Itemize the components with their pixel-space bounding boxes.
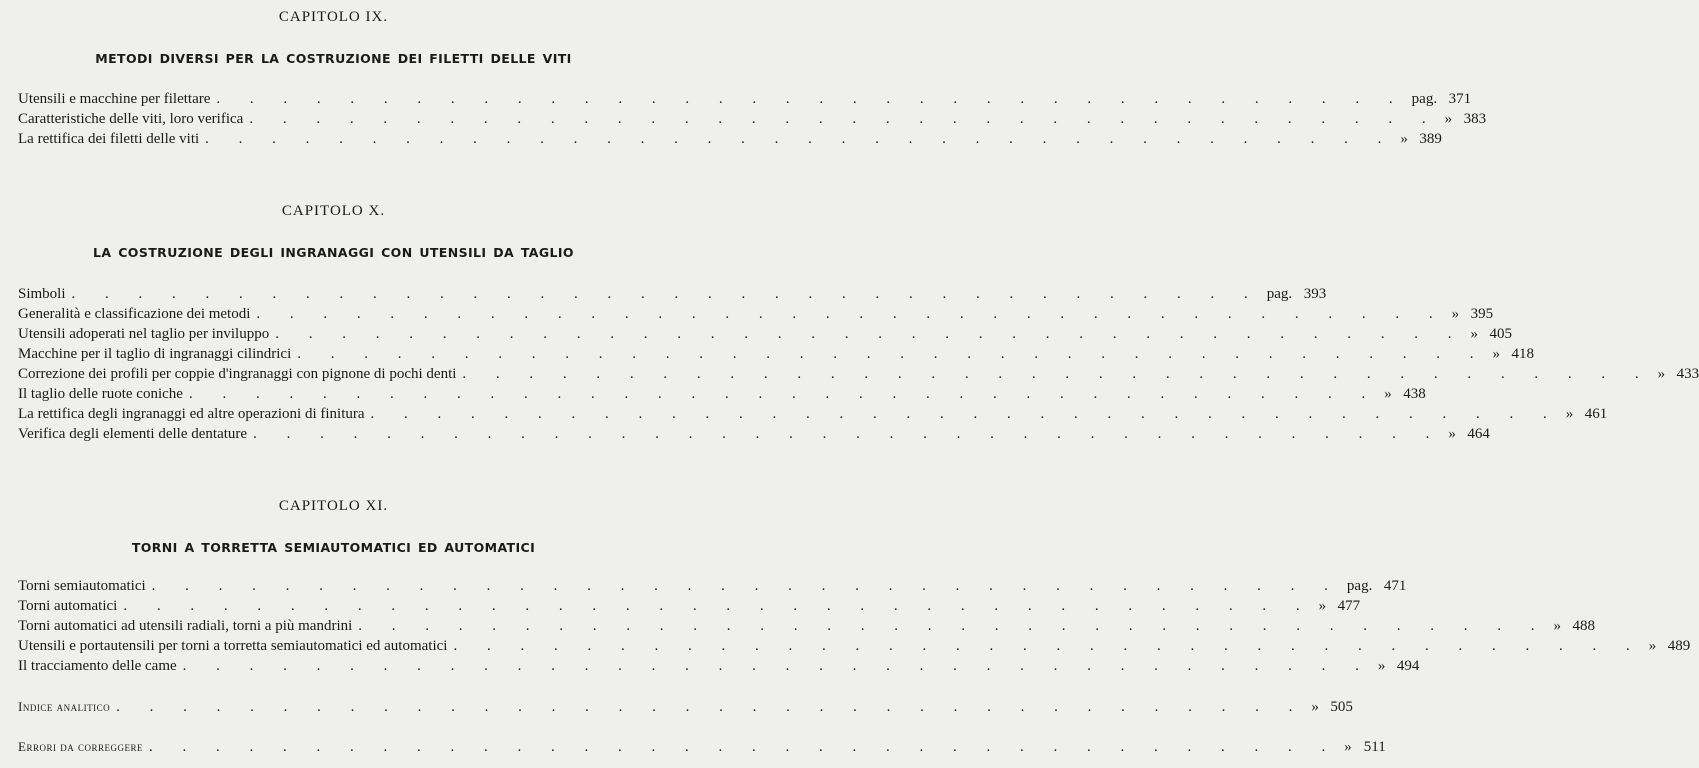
entry-page bbox=[1560, 404, 1608, 424]
entry-title: Indice analitico bbox=[18, 697, 116, 717]
toc-list bbox=[18, 284, 1699, 444]
page-number: 405 bbox=[1489, 326, 1512, 342]
toc-entry bbox=[18, 697, 1353, 717]
page-number: 418 bbox=[1511, 346, 1534, 362]
entry-page bbox=[1652, 364, 1699, 384]
entry-page bbox=[1341, 576, 1406, 596]
toc-entry bbox=[18, 384, 1426, 404]
page-number: 371 bbox=[1448, 91, 1472, 107]
toc-entry bbox=[18, 737, 1386, 757]
entry-title: Utensili adoperati nel taglio per inviluppo bbox=[18, 324, 275, 344]
entry-title: Torni automatici ad utensili radiali, torni a più mandrini bbox=[18, 616, 358, 636]
toc-entry bbox=[18, 304, 1494, 324]
dot-leader: . . . . . . . . . . . . . . . . . . . . . . . . . . . . . . . . . . . . bbox=[116, 699, 1306, 715]
appendix-list bbox=[18, 697, 1353, 717]
page-number: 477 bbox=[1337, 598, 1361, 614]
page-number: 393 bbox=[1303, 286, 1327, 302]
page-prefix: » bbox=[1657, 366, 1666, 382]
dot-leader: . . . . . . . . . . . . . . . . . . . . . . . . . . . . . . . . . . . . bbox=[71, 286, 1261, 302]
entry-title: Utensili e macchine per filettare bbox=[18, 89, 216, 109]
page-number: 488 bbox=[1572, 618, 1596, 634]
entry-title: Generalità e classificazione dei metodi bbox=[18, 304, 256, 324]
entry-page bbox=[1305, 697, 1353, 717]
page-prefix: pag. bbox=[1346, 578, 1373, 594]
page-number: 383 bbox=[1463, 111, 1487, 127]
page-prefix: » bbox=[1565, 406, 1574, 422]
entry-page bbox=[1439, 109, 1487, 129]
page-prefix: » bbox=[1384, 386, 1392, 402]
entry-page bbox=[1338, 737, 1386, 757]
toc-entry bbox=[18, 364, 1699, 384]
toc-entry bbox=[18, 636, 1691, 656]
page-prefix: » bbox=[1400, 131, 1408, 147]
page-prefix: » bbox=[1377, 658, 1386, 674]
toc-entry bbox=[18, 404, 1608, 424]
entry-page bbox=[1372, 656, 1420, 676]
toc-entry bbox=[18, 109, 1487, 129]
chapter-heading: METODI DIVERSI PER LA COSTRUZIONE DEI FILETTI DELLE VITI bbox=[95, 51, 572, 66]
entry-title: Verifica degli elementi delle dentature bbox=[18, 424, 253, 444]
dot-leader: . . . . . . . . . . . . . . . . . . . . . . . . . . . . . . . . . . . . bbox=[297, 346, 1487, 362]
page-number: 494 bbox=[1396, 658, 1420, 674]
dot-leader: . . . . . . . . . . . . . . . . . . . . . . . . . . . . . . . . . . . . bbox=[151, 578, 1341, 594]
page-prefix: » bbox=[1451, 306, 1460, 322]
entry-page bbox=[1548, 616, 1596, 636]
entry-title: Il tracciamento delle came bbox=[18, 656, 183, 676]
page-number: 511 bbox=[1363, 739, 1386, 755]
dot-leader: . . . . . . . . . . . . . . . . . . . . . . . . . . . . . . . . . . . . bbox=[148, 739, 1339, 755]
page-number: 438 bbox=[1403, 386, 1426, 402]
page-prefix: pag. bbox=[1266, 286, 1293, 302]
page-prefix: » bbox=[1444, 111, 1453, 127]
page-number: 464 bbox=[1467, 426, 1490, 442]
page-number: 505 bbox=[1330, 699, 1353, 715]
entry-page bbox=[1261, 284, 1326, 304]
dot-leader: . . . . . . . . . . . . . . . . . . . . . . . . . . . . . . . . . . . . bbox=[182, 658, 1372, 674]
dot-leader: . . . . . . . . . . . . . . . . . . . . . . . . . . . . . . . . . . . . bbox=[188, 386, 1379, 402]
toc-entry bbox=[18, 576, 1407, 596]
page-prefix: » bbox=[1448, 426, 1456, 442]
page-prefix: » bbox=[1553, 618, 1562, 634]
toc-list bbox=[18, 576, 1691, 676]
entry-title: Correzione dei profili per coppie d'ingranaggi con pignone di pochi denti bbox=[18, 364, 462, 384]
entry-page bbox=[1464, 324, 1512, 344]
dot-leader: . . . . . . . . . . . . . . . . . . . . . . . . . . . . . . . . . . . . bbox=[370, 406, 1560, 422]
chapter-heading: LA COSTRUZIONE DEGLI INGRANAGGI CON UTENSILI DA TAGLIO bbox=[93, 245, 574, 260]
page-number: 489 bbox=[1667, 638, 1691, 654]
page-number: 471 bbox=[1383, 578, 1407, 594]
page-number: 433 bbox=[1676, 366, 1699, 382]
entry-page bbox=[1442, 424, 1490, 444]
page-prefix: » bbox=[1318, 598, 1327, 614]
page-number: 389 bbox=[1419, 131, 1442, 147]
entry-page bbox=[1446, 304, 1494, 324]
toc-entry bbox=[18, 596, 1361, 616]
entry-page bbox=[1487, 344, 1535, 364]
entry-title: Macchine per il taglio di ingranaggi cilindrici bbox=[18, 344, 297, 364]
chapter-label: CAPITOLO IX. bbox=[278, 9, 389, 25]
dot-leader: . . . . . . . . . . . . . . . . . . . . . . . . . . . . . . . . . . . . bbox=[358, 618, 1548, 634]
dot-leader: . . . . . . . . . . . . . . . . . . . . . . . . . . . . . . . . . . . . bbox=[453, 638, 1643, 654]
page-number: 461 bbox=[1584, 406, 1608, 422]
entry-title: Utensili e portautensili per torni a torretta semiautomatici ed automatici bbox=[18, 636, 453, 656]
entry-title: Torni semiautomatici bbox=[18, 576, 152, 596]
entry-title: Errori da correggere bbox=[18, 737, 149, 757]
dot-leader: . . . . . . . . . . . . . . . . . . . . . . . . . . . . . . . . . . . . bbox=[275, 326, 1465, 342]
chapter-label: CAPITOLO X. bbox=[281, 203, 386, 219]
page-prefix: » bbox=[1311, 699, 1319, 715]
entry-title: Il taglio delle ruote coniche bbox=[18, 384, 189, 404]
page-prefix: » bbox=[1648, 638, 1657, 654]
toc-entry bbox=[18, 129, 1442, 149]
page-number: 395 bbox=[1470, 306, 1494, 322]
chapter-label: CAPITOLO XI. bbox=[278, 498, 389, 514]
entry-title: Simboli bbox=[18, 284, 72, 304]
page-prefix: » bbox=[1470, 326, 1478, 342]
toc-entry bbox=[18, 424, 1490, 444]
toc-entry bbox=[18, 324, 1512, 344]
dot-leader: . . . . . . . . . . . . . . . . . . . . . . . . . . . . . . . . . . . . bbox=[249, 111, 1439, 127]
toc-entry bbox=[18, 656, 1420, 676]
entry-title: Torni automatici bbox=[18, 596, 123, 616]
dot-leader: . . . . . . . . . . . . . . . . . . . . . . . . . . . . . . . . . . . . bbox=[256, 306, 1446, 322]
entry-page bbox=[1394, 129, 1442, 149]
entry-title: La rettifica degli ingranaggi ed altre operazioni di finitura bbox=[18, 404, 371, 424]
dot-leader: . . . . . . . . . . . . . . . . . . . . . . . . . . . . . . . . . . . . bbox=[123, 598, 1313, 614]
entry-page bbox=[1643, 636, 1691, 656]
toc-entry bbox=[18, 284, 1327, 304]
dot-leader: . . . . . . . . . . . . . . . . . . . . . . . . . . . . . . . . . . . . bbox=[253, 426, 1443, 442]
entry-page bbox=[1378, 384, 1426, 404]
entry-title: La rettifica dei filetti delle viti bbox=[18, 129, 205, 149]
dot-leader: . . . . . . . . . . . . . . . . . . . . . . . . . . . . . . . . . . . . bbox=[205, 131, 1395, 147]
entry-page bbox=[1406, 89, 1471, 109]
toc-entry bbox=[18, 616, 1596, 636]
toc-list bbox=[18, 89, 1487, 149]
dot-leader: . . . . . . . . . . . . . . . . . . . . . . . . . . . . . . . . . . . . bbox=[462, 366, 1652, 382]
toc-entry bbox=[18, 89, 1472, 109]
toc-entry bbox=[18, 344, 1534, 364]
entry-page bbox=[1313, 596, 1361, 616]
page-prefix: » bbox=[1344, 739, 1352, 755]
page-prefix: » bbox=[1492, 346, 1500, 362]
appendix-list bbox=[18, 737, 1386, 757]
entry-title: Caratteristiche delle viti, loro verifica bbox=[18, 109, 249, 129]
dot-leader: . . . . . . . . . . . . . . . . . . . . . . . . . . . . . . . . . . . . bbox=[216, 91, 1406, 107]
page-prefix: pag. bbox=[1411, 91, 1438, 107]
chapter-heading: TORNI A TORRETTA SEMIAUTOMATICI ED AUTOMATICI bbox=[131, 540, 536, 555]
